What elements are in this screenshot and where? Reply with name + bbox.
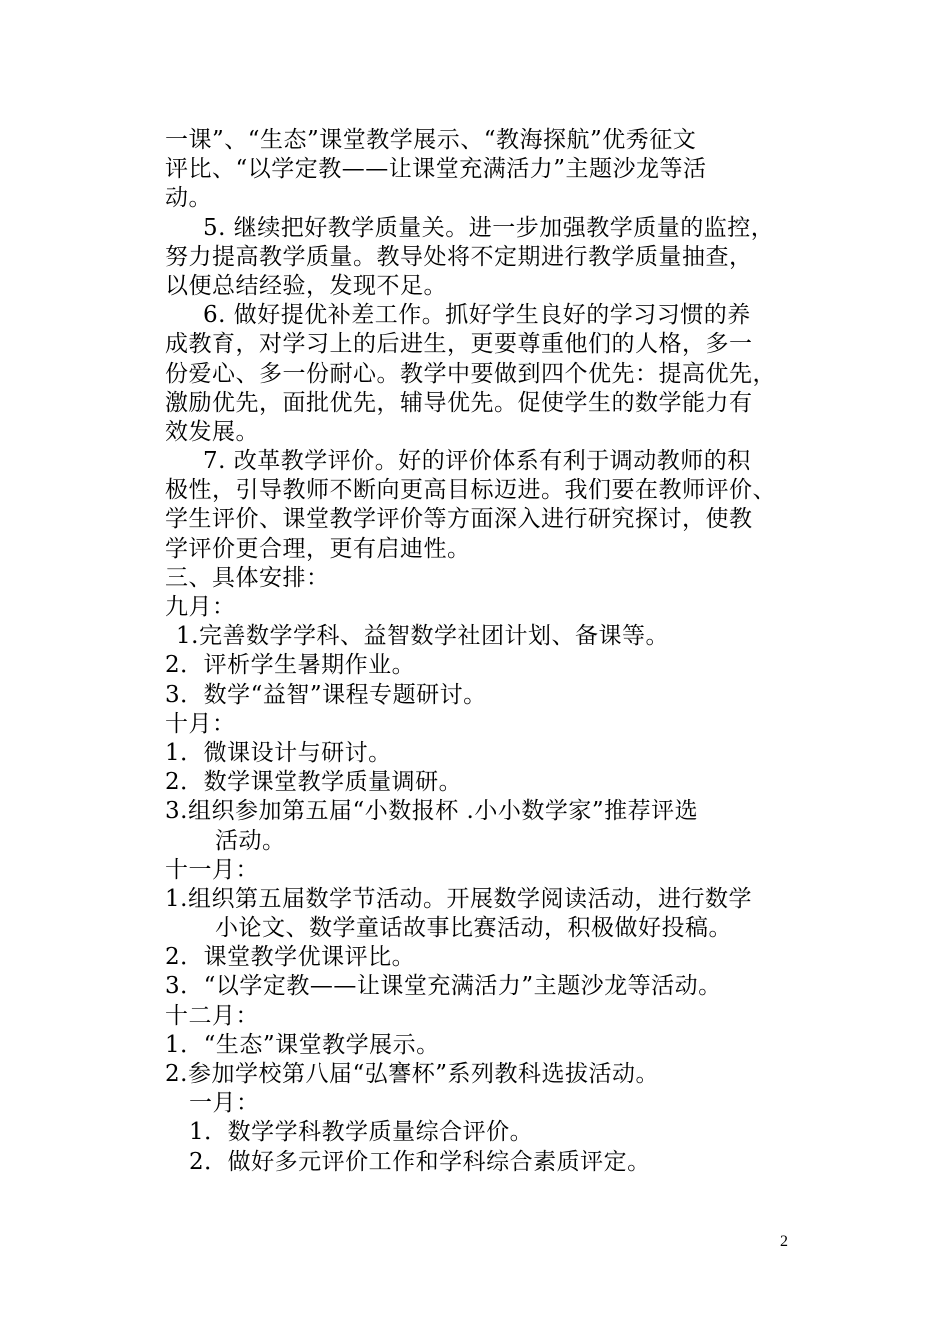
text-line: 1.完善数学学科、益智数学社团计划、备课等。 (176, 623, 669, 650)
text-line: 2．数学课堂教学质量调研。 (165, 769, 463, 796)
text-line: 5. 继续把好教学质量关。进一步加强教学质量的监控， (203, 214, 775, 241)
text-line: 2．做好多元评价工作和学科综合素质评定。 (189, 1148, 651, 1175)
text-line: 以便总结经验，发现不足。 (165, 272, 447, 299)
text-line: 激励优先，面批优先，辅导优先。促使学生的数学能力有 (165, 389, 753, 416)
text-line: 2．评析学生暑期作业。 (165, 652, 416, 679)
text-line: 3．数学“益智”课程专题研讨。 (165, 681, 487, 708)
text-line: 1.组织第五届数学节活动。开展数学阅读活动，进行数学 (165, 885, 752, 912)
text-line: 6. 做好提优补差工作。抓好学生良好的学习习惯的养 (203, 302, 751, 329)
text-line: 3.组织参加第五届“小数报杯 .小小数学家”推荐评选 (165, 798, 699, 825)
text-line: 2.参加学校第八届“弘謇杯”系列教科选拔活动。 (165, 1061, 659, 1087)
text-line: 7. 改革教学评价。好的评价体系有利于调动教师的积 (203, 448, 751, 475)
text-line: 份爱心、多一份耐心。教学中要做到四个优先：提高优先， (165, 360, 776, 387)
document-body (165, 126, 805, 1177)
text-line: 努力提高教学质量。教导处将不定期进行教学质量抽查， (165, 243, 753, 270)
text-line: 2．课堂教学优课评比。 (165, 944, 416, 971)
text-line: 三、具体安排： (165, 564, 330, 591)
text-line: 效发展。 (165, 418, 259, 445)
text-line: 3．“以学定教——让课堂充满活力”主题沙龙等活动。 (165, 973, 722, 1000)
text-line: 小论文、数学童话故事比赛活动，积极做好投稿。 (215, 915, 732, 942)
text-line: 九月： (165, 594, 236, 620)
text-line: 评比、“以学定教——让课堂充满活力”主题沙龙等活 (165, 156, 707, 183)
text-line: 一课”、“生态”课堂教学展示、“教海探航”优秀征文 (165, 127, 697, 153)
text-line: 十一月： (165, 856, 259, 883)
text-line: 学评价更合理，更有启迪性。 (165, 535, 471, 562)
text-line: 极性，引导教师不断向更高目标迈进。我们要在教师评价、 (165, 477, 776, 504)
text-line: 一月： (189, 1090, 260, 1117)
text-line: 学生评价、课堂教学评价等方面深入进行研究探讨，使教 (165, 506, 753, 533)
page-number: 2 (780, 1233, 788, 1250)
text-line: 活动。 (215, 827, 286, 854)
text-line: 1．“生态”课堂教学展示。 (165, 1031, 440, 1058)
text-line: 动。 (165, 185, 212, 212)
text-line: 十二月： (165, 1002, 259, 1029)
text-line: 1．数学学科教学质量综合评价。 (189, 1119, 534, 1146)
text-line: 成教育，对学习上的后进生，更要尊重他们的人格，多一 (165, 331, 753, 358)
text-line: 十月： (165, 710, 236, 737)
text-line: 1．微课设计与研讨。 (165, 739, 392, 766)
